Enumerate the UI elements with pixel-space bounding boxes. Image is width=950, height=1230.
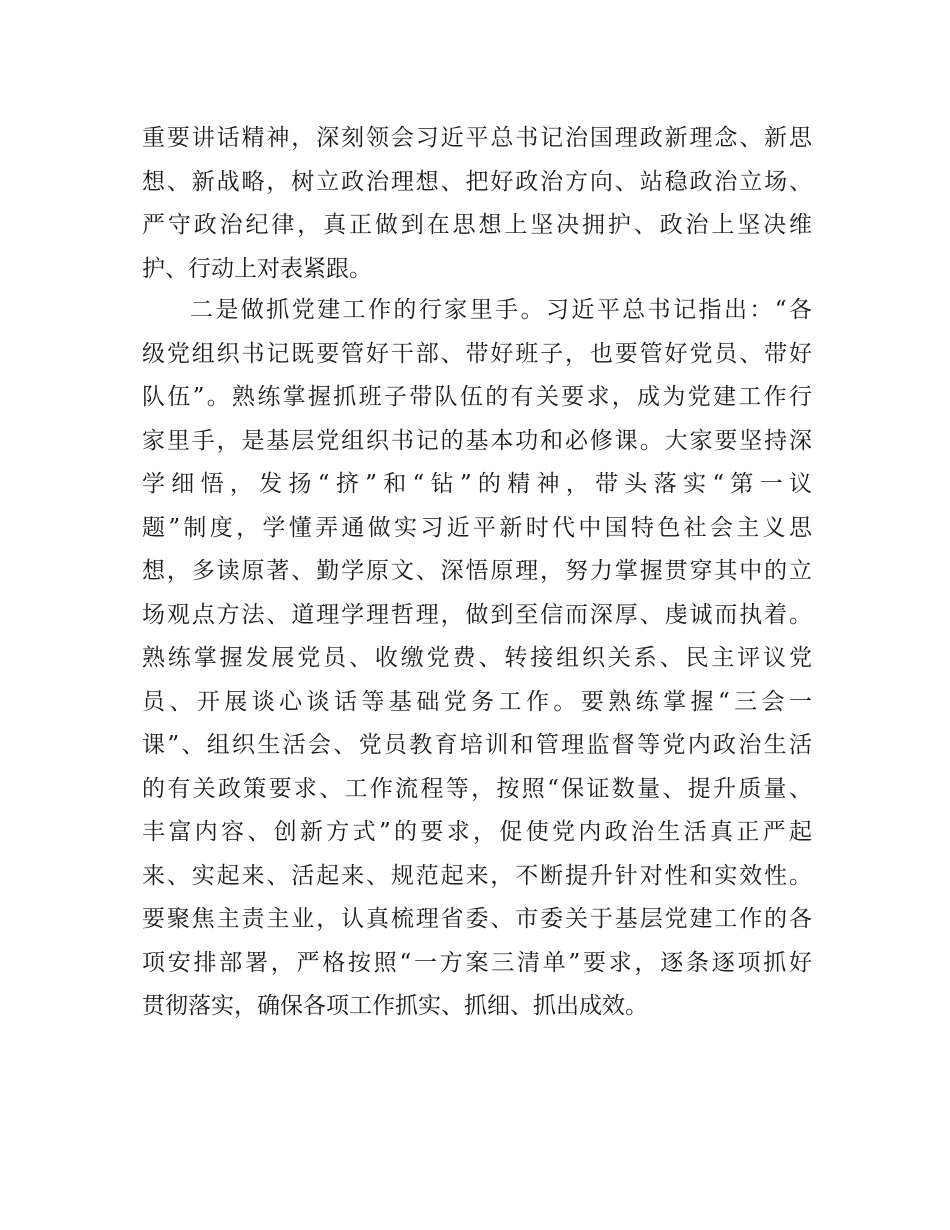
text-line: 想，多读原著、勤学原文、深悟原理，努力掌握贯穿其中的立: [142, 558, 812, 584]
text-line: 队伍”。熟练掌握抓班子带队伍的有关要求，成为党建工作行: [142, 384, 812, 410]
text-line: 题”制度，学懂弄通做实习近平新时代中国特色社会主义思: [142, 514, 812, 541]
text-line: 级党组织书记既要管好干部、带好班子，也要管好党员、带好: [142, 340, 812, 367]
text-line: 家里手，是基层党组织书记的基本功和必修课。大家要坚持深: [142, 427, 812, 454]
paragraph-1: [142, 117, 812, 291]
text-line: 二是做抓党建工作的行家里手。习近平总书记指出：“各: [190, 297, 812, 323]
text-line: 场观点方法、道理学理哲理，做到至信而深厚、虔诚而执着。: [142, 601, 812, 628]
text-line: 课”、组织生活会、党员教育培训和管理监督等党内政治生活: [142, 732, 812, 758]
text-line: 丰富内容、创新方式”的要求，促使党内政治生活真正严起: [142, 819, 812, 845]
text-line: 要聚焦主责主业，认真梳理省委、市委关于基层党建工作的各: [142, 906, 812, 932]
text-line: 项安排部署，严格按照“一方案三清单”要求，逐条逐项抓好: [142, 949, 812, 976]
text-line: 来、实起来、活起来、规范起来，不断提升针对性和实效性。: [142, 862, 812, 889]
text-line: 员、开展谈心谈话等基础党务工作。要熟练掌握“三会一: [142, 688, 812, 715]
text-line: 熟练掌握发展党员、收缴党费、转接组织关系、民主评议党: [142, 645, 812, 671]
text-line: 严守政治纪律，真正做到在思想上坚决拥护、政治上坚决维: [142, 212, 812, 238]
text-line: 学细悟，发扬“挤”和“钻”的精神，带头落实“第一议: [142, 471, 812, 497]
text-line: 护、行动上对表紧跟。: [142, 255, 372, 282]
text-line: 的有关政策要求、工作流程等，按照“保证数量、提升质量、: [142, 775, 812, 802]
paragraph-2: [142, 289, 812, 1029]
text-line: 想、新战略，树立政治理想、把好政治方向、站稳政治立场、: [142, 168, 812, 195]
text-line: 贯彻落实，确保各项工作抓实、抓细、抓出成效。: [142, 993, 648, 1019]
text-line: 重要讲话精神，深刻领会习近平总书记治国理政新理念、新思: [142, 125, 812, 151]
